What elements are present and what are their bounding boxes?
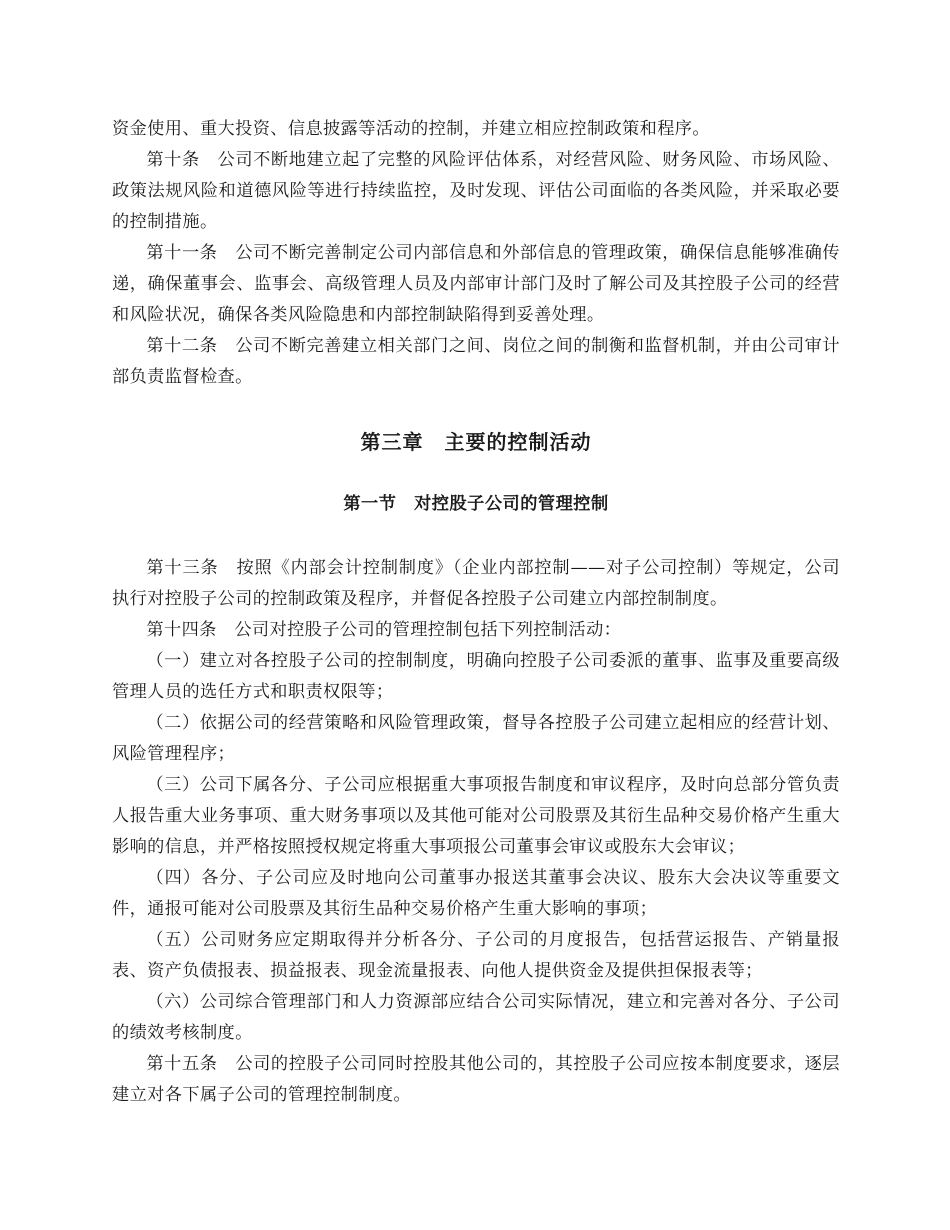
article-12: 第十二条 公司不断完善建立相关部门之间、岗位之间的制衡和监督机制，并由公司审计部负责监督检查。 — [112, 336, 840, 387]
article-10: 第十条 公司不断地建立起了完整的风险评估体系，对经营风险、财务风险、市场风险、政策法规风险和道德风险等进行持续监控，及时发现、评估公司面临的各类风险，并采取必要的控制措施。 — [112, 150, 840, 232]
section-title: 第一节 对控股子公司的管理控制 — [343, 494, 609, 514]
article-15: 第十五条 公司的控股子公司同时控股其他公司的，其控股子公司应按本制度要求，逐层建立对各下属子公司的管理控制制度。 — [112, 1054, 840, 1105]
paragraph-continuation: 资金使用、重大投资、信息披露等活动的控制，并建立相应控制政策和程序。 — [112, 119, 710, 139]
article-11: 第十一条 公司不断完善制定公司内部信息和外部信息的管理政策，确保信息能够准确传递，确保董事会、监事会、高级管理人员及内部审计部门及时了解公司及其控股子公司的经营和风险状况，确保各类风险隐患和内部控制缺陷得到妥善处理。 — [112, 243, 840, 325]
article-13: 第十三条 按照《内部会计控制制度》（企业内部控制——对子公司控制）等规定，公司执行对控股子公司的控制政策及程序，并督促各控股子公司建立内部控制制度。 — [112, 558, 840, 609]
chapter-title: 第三章 主要的控制活动 — [360, 430, 592, 454]
paragraph-group-bottom — [112, 553, 840, 1111]
document-page — [112, 114, 840, 1111]
list-item-3: （三）公司下属各分、子公司应根据重大事项报告制度和审议程序，及时向总部分管负责人报告重大业务事项、重大财务事项以及其他可能对公司股票及其衍生品种交易价格产生重大影响的信息，并严格按照授权规定将重大事项报公司董事会审议或股东大会审议； — [112, 775, 840, 857]
paragraph-group-top — [112, 114, 840, 393]
list-item-6: （六）公司综合管理部门和人力资源部应结合公司实际情况，建立和完善对各分、子公司的绩效考核制度。 — [112, 992, 840, 1043]
list-item-2: （二）依据公司的经营策略和风险管理政策，督导各控股子公司建立起相应的经营计划、风险管理程序； — [112, 713, 840, 764]
article-14: 第十四条 公司对控股子公司的管理控制包括下列控制活动： — [146, 620, 622, 640]
list-item-4: （四）各分、子公司应及时地向公司董事办报送其董事会决议、股东大会决议等重要文件，通报可能对公司股票及其衍生品种交易价格产生重大影响的事项； — [112, 868, 840, 919]
list-item-5: （五）公司财务应定期取得并分析各分、子公司的月度报告，包括营运报告、产销量报表、资产负债报表、损益报表、现金流量报表、向他人提供资金及提供担保报表等； — [112, 930, 840, 981]
list-item-1: （一）建立对各控股子公司的控制制度，明确向控股子公司委派的董事、监事及重要高级管理人员的选任方式和职责权限等； — [112, 651, 840, 702]
